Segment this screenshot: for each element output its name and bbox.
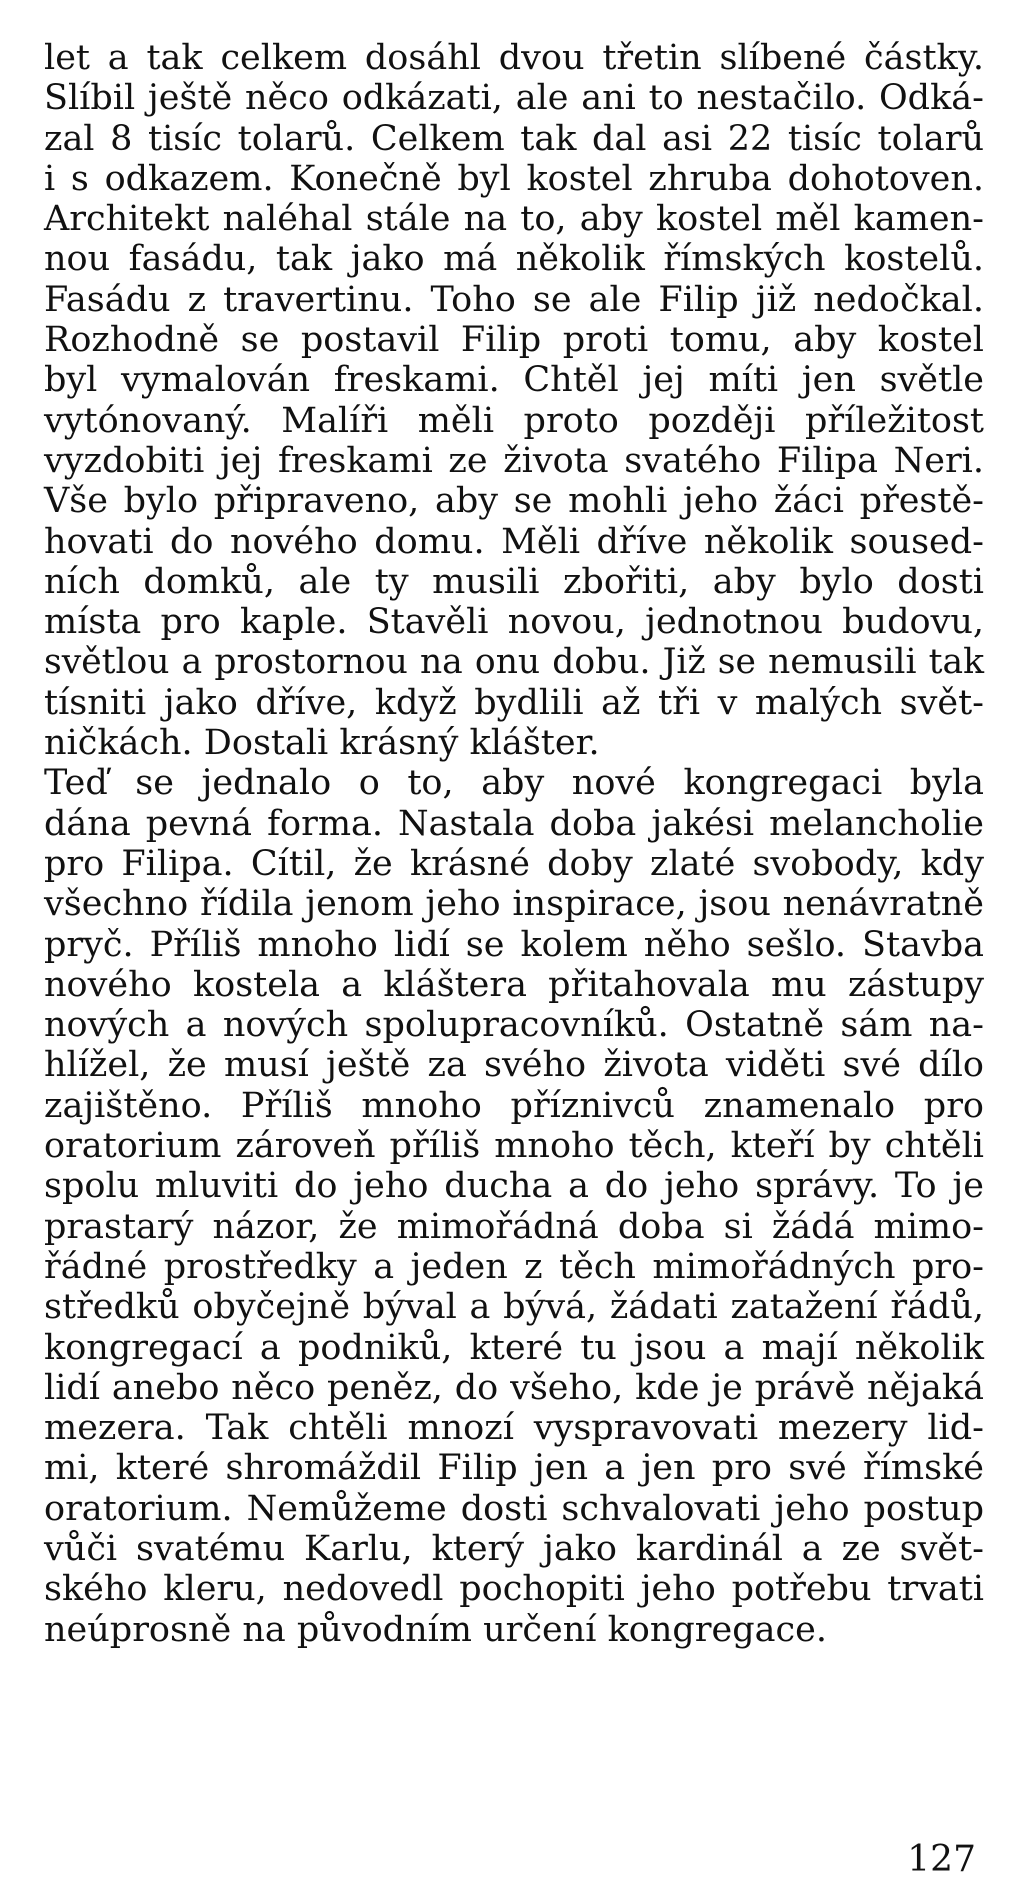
text-line: Architekt naléhal stále na to, aby kostel měl kamen-: [44, 199, 984, 240]
text-line: lidí anebo něco peněz, do všeho, kde je právě nějaká: [44, 1367, 984, 1408]
text-line: Vše bylo připraveno, aby se mohli jeho žáci přestě-: [44, 481, 984, 522]
text-line: mi, které shromáždil Filip jen a jen pro své římské: [44, 1448, 984, 1489]
text-line: nového kostela a kláštera přitahovala mu zástupy: [44, 964, 984, 1005]
text-line: vyzdobiti jej freskami ze života svatého Filipa Neri.: [44, 440, 984, 481]
text-line: vytónovaný. Malíři měli proto později příležitost: [44, 400, 984, 441]
text-line: ničkách. Dostali krásný klášter.: [44, 723, 600, 764]
text-line: místa pro kaple. Stavěli novou, jednotnou budovu,: [44, 602, 984, 643]
text-line: světlou a prostornou na onu dobu. Již se nemusili tak: [44, 642, 984, 683]
text-line: hlížel, že musí ještě za svého života viděti své dílo: [44, 1045, 984, 1086]
text-line: zajištěno. Příliš mnoho příznivců znamenalo pro: [44, 1085, 984, 1126]
text-line: oratorium zároveň příliš mnoho těch, kteří by chtěli: [44, 1126, 984, 1167]
text-line: spolu mluviti do jeho ducha a do jeho správy. To je: [44, 1166, 984, 1207]
text-line: pryč. Příliš mnoho lidí se kolem něho sešlo. Stavba: [44, 924, 984, 965]
text-line: i s odkazem. Konečně byl kostel zhruba dohotoven.: [44, 158, 984, 199]
text-line: dána pevná forma. Nastala doba jakési melancholie: [44, 803, 984, 844]
text-line: ského kleru, nedovedl pochopiti jeho potřebu trvati: [44, 1569, 984, 1610]
text-line: hovati do nového domu. Měli dříve několik soused-: [44, 521, 984, 562]
text-line: prastarý názor, že mimořádná doba si žádá mimo-: [44, 1206, 984, 1247]
text-line: Slíbil ještě něco odkázati, ale ani to nestačilo. Odká-: [44, 78, 984, 119]
text-line: neúprosně na původním určení kongregace.: [44, 1609, 827, 1650]
text-line: tísniti jako dříve, když bydlili až tři v malých svět-: [44, 682, 984, 723]
page-number: 127: [907, 1839, 976, 1880]
text-line: nou fasádu, tak jako má několik římských kostelů.: [44, 239, 984, 280]
text-line: všechno řídila jenom jeho inspirace, jsou nenávratně: [44, 884, 984, 925]
text-line: kongregací a podniků, které tu jsou a mají několik: [44, 1327, 984, 1368]
text-line: nových a nových spolupracovníků. Ostatně sám na-: [44, 1005, 984, 1046]
text-line: pro Filipa. Cítil, že krásné doby zlaté svobody, kdy: [44, 843, 984, 884]
text-line: řádné prostředky a jeden z těch mimořádných pro-: [44, 1246, 984, 1287]
text-line: Teď se jednalo o to, aby nové kongregaci byla: [44, 763, 984, 804]
text-line: Fasádu z travertinu. Toho se ale Filip již nedočkal.: [44, 279, 984, 320]
text-line: vůči svatému Karlu, který jako kardinál a ze svět-: [44, 1528, 984, 1569]
text-line: oratorium. Nemůžeme dosti schvalovati jeho postup: [44, 1488, 984, 1529]
body-text: [44, 38, 984, 1650]
text-line: středků obyčejně býval a bývá, žádati zatažení řádů,: [44, 1287, 984, 1328]
text-line: ních domků, ale ty musili zbořiti, aby bylo dosti: [44, 561, 984, 602]
text-line: let a tak celkem dosáhl dvou třetin slíbené částky.: [44, 38, 984, 78]
text-line: Rozhodně se postavil Filip proti tomu, aby kostel: [44, 320, 984, 361]
text-line: byl vymalován freskami. Chtěl jej míti jen světle: [44, 360, 984, 401]
text-line: mezera. Tak chtěli mnozí vyspravovati mezery lid-: [44, 1408, 984, 1449]
text-line: zal 8 tisíc tolarů. Celkem tak dal asi 22 tisíc tolarů: [44, 118, 984, 159]
